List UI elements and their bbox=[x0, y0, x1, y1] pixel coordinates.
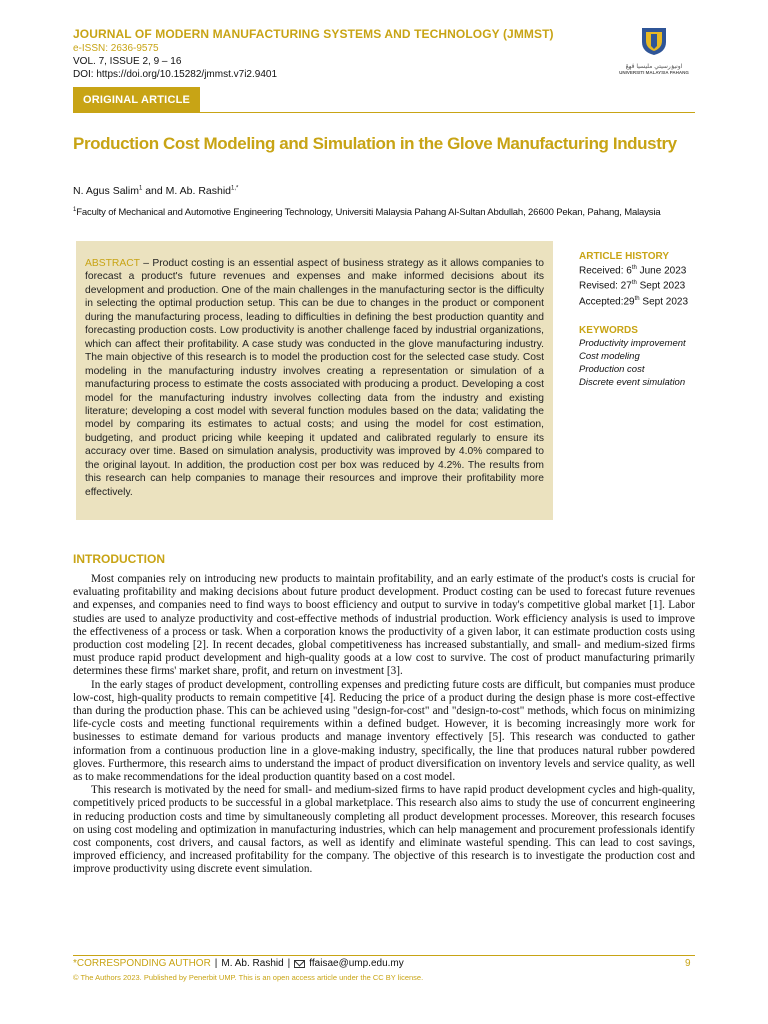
introduction-heading: INTRODUCTION bbox=[73, 552, 165, 566]
corresponding-name: M. Ab. Rashid bbox=[221, 958, 284, 969]
history-heading: ARTICLE HISTORY bbox=[579, 251, 670, 262]
paragraph: In the early stages of product development, controlling expenses and predicting future costs are difficult, but companies must produce low-cost, high-quality products to remain competitive [4]. Reducing the price of a product during the design phase is more cost-effective than during the production phase. This can be achieved using "design-for-cost" and "design-to-cost" methods, which focus on minimizing life-cycle costs and meeting functional requirements within a defined budget. However, it is becoming increasingly more work for businesses to estimate demand for various products and manage inventory effectively [5]. This research was conducted to gather information from a continuous production line in a glove-making industry, specifically, the line that produces natural rubber powdered gloves. Furthermore, this research aims to understand the impact of product diversification on inventory levels and service quality, as well as to make recommendations for the ideal production quantity based on a cost model. bbox=[73, 678, 695, 784]
introduction-body bbox=[73, 573, 695, 877]
revised-date: Revised: 27th Sept 2023 bbox=[579, 280, 686, 292]
email-link[interactable]: ffaisae@ump.edu.my bbox=[309, 958, 404, 969]
paragraph: This research is motivated by the need for small- and medium-sized firms to have rapid product development cycles and high-quality, competitively priced products to be successful in a global marketplace. This research also aims to study the use of concurrent engineering in reducing production costs and time by simultaneously completing all product development processes. Moreover, this research focuses on using cost modeling and optimization in manufacturing industries, which can help management and procurement professionals identify cost components, cost drivers, and causal factors, as well as identify and eliminate wasteful spending. This can lead to cost savings, improved efficiency, and increased profitability for the company. The objective of this research is to investigate the production cost and improve productivity using discrete event simulation. bbox=[73, 784, 695, 876]
author-1: N. Agus Salim bbox=[73, 185, 139, 197]
abstract-label: ABSTRACT bbox=[85, 258, 140, 269]
logo-text: UNIVERSITI MALAYSIA PAHANG bbox=[619, 70, 689, 75]
keyword-item: Cost modeling bbox=[579, 350, 640, 362]
keyword-item: Productivity improvement bbox=[579, 337, 686, 349]
header-divider bbox=[73, 112, 695, 113]
accepted-date: Accepted:29th Sept 2023 bbox=[579, 295, 688, 307]
abstract-body: – Product costing is an essential aspect of business strategy as it allows companies to forecast a product's future revenues and expenses and make informed decisions about its development and production. One of the main challenges in the manufacturing sector is the difficulty in selecting the optimal production setup. This can be due to changes in the product or component during the manufacturing process, leading to difficulties in defining the best production quantity and forecasting production costs. Low productivity is another challenge faced by industrial organizations, which can affect their profitability. A case study was conducted in the glove manufacturing industry. The main objective of this research is to model the production cost for the selected case study. Cost modeling in the manufacturing industry involves creating a representation or simulation of a manufacturing process to estimate the costs associated with producing a product. Developing a cost model for the manufacturing industry involves collecting data from the industry and existing literature; developing a cost model with several function modules based on the data; validating the model by comparing its estimates to actual costs; and using the model for cost estimation, budgeting, and product pricing while keeping it updated and calibrated regularly to ensure its accuracy over time. Based on simulation analysis, productivity was improved by 4.0% compared to the original layout. In addition, the production cost per box was reduced by 4.2%. The results from this research can help companies to manage their resources and improve their profitability more effectively. bbox=[85, 258, 544, 498]
author-2: and M. Ab. Rashid bbox=[142, 185, 232, 197]
logo-text-arabic: اونيۏرسيتي مليسيا ڤهڠ bbox=[625, 63, 683, 70]
paragraph: Most companies rely on introducing new products to maintain profitability, and an early estimate of the product's costs is crucial for evaluating profitability and making decisions about future product development. Product costing can be used to forecast future revenues and expenses, and companies need to find ways to boost efficiency and output to survive in today's competitive global market [1]. Labor studies are used to analyze productivity and cost-effective methods of industrial production. Work efficiency analysis is used to improve the effectiveness of a process or task. When a corporation knows the productivity of a given labor, it can estimate production costs using production cost modeling [2]. In recent decades, global competitiveness has increased substantially, and small- and medium-sized firms must produce rapid product development and high-quality goods at a low cost to survive. The cost of product manufacturing primarily determines these firms' market share, profit, and return on investment [3]. bbox=[73, 573, 695, 678]
sidebar bbox=[579, 251, 709, 389]
separator: | bbox=[214, 958, 218, 969]
separator: | bbox=[287, 958, 291, 969]
footer-divider bbox=[73, 955, 695, 956]
authors bbox=[73, 185, 238, 197]
shield-logo-icon bbox=[641, 26, 667, 56]
abstract bbox=[85, 257, 544, 499]
affiliation bbox=[73, 207, 661, 218]
keyword-item: Discrete event simulation bbox=[579, 376, 686, 388]
author-2-affil-marker: 1,* bbox=[231, 185, 239, 192]
doi-link[interactable]: DOI: https://doi.org/10.15282/jmmst.v7i2.9401 bbox=[73, 69, 277, 80]
keyword-item: Production cost bbox=[579, 363, 645, 375]
eissn: e-ISSN: 2636-9575 bbox=[73, 43, 159, 54]
article-title: Production Cost Modeling and Simulation in the Glove Manufacturing Industry bbox=[73, 134, 677, 153]
affiliation-marker: 1 bbox=[73, 207, 77, 213]
corresponding-label: *CORRESPONDING AUTHOR bbox=[73, 958, 211, 969]
page-number: 9 bbox=[685, 958, 691, 969]
university-logo bbox=[614, 26, 694, 78]
affiliation-text: Faculty of Mechanical and Automotive Engineering Technology, Universiti Malaysia Pahang Al-Sultan Abdullah, 26600 Pekan, Pahang, Malaysia bbox=[76, 207, 661, 219]
copyright: © The Authors 2023. Published by Penerbit UMP. This is an open access article under the CC BY license. bbox=[73, 973, 424, 982]
footer bbox=[73, 958, 404, 969]
author-1-affil-marker: 1 bbox=[138, 185, 143, 192]
volume-info: VOL. 7, ISSUE 2, 9 – 16 bbox=[73, 56, 182, 67]
article-type-badge: ORIGINAL ARTICLE bbox=[73, 87, 200, 112]
email-icon bbox=[294, 960, 305, 968]
keywords-heading: KEYWORDS bbox=[579, 324, 638, 336]
received-date: Received: 6th June 2023 bbox=[579, 265, 687, 277]
journal-title: JOURNAL OF MODERN MANUFACTURING SYSTEMS AND TECHNOLOGY (JMMST) bbox=[73, 27, 554, 41]
